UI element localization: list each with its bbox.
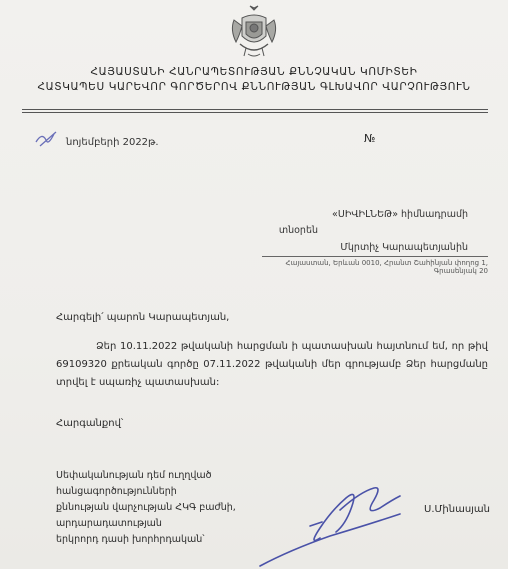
letter-body: Ձեր 10.11.2022 թվականի հարցման ի պատասխան հայտնում եմ, որ թիվ 69109320 քրեական գործը 07.11.2022 թվականի մեր գրությամբ Ձեր հարցմանը տրվել է սպառիչ պատասխան:	[56, 341, 488, 388]
signatory-position-line-2: քննության վարչության ՀԿԳ բաժնի, արդարադատության	[56, 502, 236, 529]
issuer-line-1: ՀԱՅԱՍՏԱՆԻ ՀԱՆՐԱՊԵՏՈՒԹՅԱՆ ՔՆՆՉԱԿԱՆ ԿՈՄԻՏԵԻ	[90, 66, 418, 78]
letter-number-label: №	[364, 132, 376, 145]
signatory-position-line-3: երկրորդ դասի խորհրդական՝	[56, 534, 205, 545]
address-divider	[262, 256, 488, 257]
recipient-organization: «ՍԻՎԻԼՆԵԹ» հիմնադրամի	[332, 209, 468, 220]
signatory-name: Ս.Մինասյան	[424, 504, 490, 515]
armenia-coat-of-arms-icon	[228, 4, 280, 60]
signatory-position-line-1: Սեփականության դեմ ուղղված հանցագործությունների	[56, 470, 212, 497]
recipient-title: տնօրեն	[278, 225, 318, 236]
greeting: Հարգելի՛ պարոն Կարապետյան,	[56, 312, 230, 323]
handwritten-signature	[250, 470, 430, 569]
letter-date	[32, 137, 159, 148]
closing: Հարգանքով՝	[56, 418, 124, 429]
recipient-name: Մկրտիչ Կարապետյանին	[340, 242, 468, 253]
header-divider	[22, 109, 488, 110]
issuer-line-2: ՀԱՏԿԱՊԵՍ ԿԱՐԵՎՈՐ ԳՈՐԾԵՐՈՎ ՔՆՆՈՒԹՅԱՆ ԳԼԽԱՎՈՐ ՎԱՐՉՈՒԹՅՈՒՆ	[37, 81, 471, 93]
letter-date-text: նոյեմբերի 2022թ.	[66, 137, 159, 148]
header-divider-thin	[22, 112, 488, 113]
recipient-address: Հայաստան, Երևան 0010, Հրանտ Շահինյան փողոց 1, Գրասենյակ 20	[285, 259, 488, 275]
